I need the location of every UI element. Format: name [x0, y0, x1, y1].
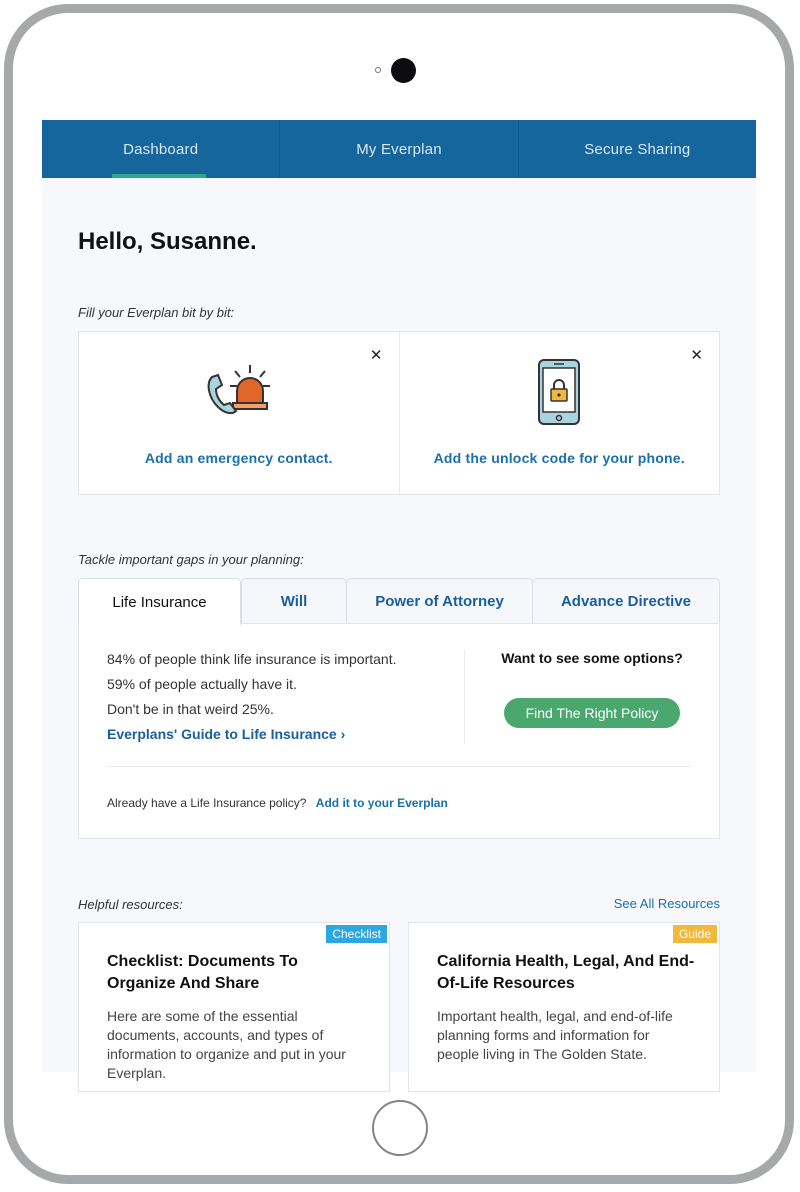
resource-title[interactable]: Checklist: Documents To Organize And Share: [107, 953, 298, 992]
tab-life-insurance[interactable]: Life Insurance: [78, 578, 241, 625]
see-all-resources-link[interactable]: See All Resources: [613, 896, 720, 911]
fill-section-label: Fill your Everplan bit by bit:: [78, 305, 235, 320]
proximity-sensor: [375, 67, 381, 73]
close-icon[interactable]: ✕: [369, 347, 383, 364]
guide-badge: Guide: [673, 925, 717, 943]
guide-link[interactable]: [107, 722, 397, 747]
nav-tab-my-everplan[interactable]: My Everplan: [280, 120, 518, 178]
greeting-heading: Hello, Susanne.: [78, 228, 257, 255]
front-camera: [391, 58, 416, 83]
add-emergency-contact-link[interactable]: Add an emergency contact.: [144, 450, 333, 466]
gaps-section-label: Tackle important gaps in your planning:: [78, 552, 304, 567]
home-button[interactable]: [372, 1100, 428, 1156]
resource-description: Important health, legal, and end-of-life planning forms and information for people living in The Golden State.: [437, 1008, 673, 1062]
insurance-stats: [107, 647, 397, 747]
nav-tab-dashboard[interactable]: Dashboard: [42, 120, 280, 178]
resources-label: Helpful resources:: [78, 897, 183, 912]
gap-tabs: [78, 578, 720, 624]
nav-tab-secure-sharing[interactable]: Secure Sharing: [584, 140, 691, 158]
stat-line: 59% of people actually have it.: [107, 676, 297, 692]
guide-link-text[interactable]: Everplans' Guide to Life Insurance: [107, 726, 337, 742]
phone-unlock-card[interactable]: [399, 332, 720, 494]
add-to-everplan-link[interactable]: Add it to your Everplan: [315, 796, 448, 810]
resource-title[interactable]: California Health, Legal, And End-Of-Life Resources: [437, 953, 695, 992]
fill-cards: [78, 331, 720, 495]
tab-will[interactable]: Will: [241, 578, 347, 624]
close-icon[interactable]: ✕: [690, 347, 703, 364]
chevron-right-icon: ›: [336, 726, 346, 742]
already-have-text: Already have a Life Insurance policy?: [107, 796, 307, 810]
resource-card-guide[interactable]: [408, 922, 720, 1092]
stat-line: 84% of people think life insurance is important.: [107, 651, 397, 667]
resource-description: Here are some of the essential documents, accounts, and types of information to organize and put in your Everplan.: [107, 1008, 346, 1081]
tab-power-of-attorney[interactable]: Power of Attorney: [346, 578, 533, 624]
stat-line: Don't be in that weird 25%.: [107, 701, 274, 717]
already-have-policy: [107, 796, 448, 810]
add-unlock-code-link[interactable]: Add the unlock code for your phone.: [433, 450, 685, 466]
app-screen: [42, 120, 756, 1081]
find-right-policy-button[interactable]: Find The Right Policy: [504, 698, 680, 728]
resource-card-checklist[interactable]: [78, 922, 390, 1092]
top-nav: [42, 120, 756, 178]
life-insurance-panel: [78, 623, 720, 839]
phone-lock-icon: [537, 358, 581, 426]
tab-advance-directive[interactable]: Advance Directive: [532, 578, 720, 624]
vertical-divider: [464, 650, 465, 744]
emergency-phone-icon: [204, 363, 274, 415]
horizontal-divider: [107, 766, 691, 767]
cta-prompt: Want to see some options?: [501, 650, 683, 666]
emergency-contact-card[interactable]: [79, 332, 399, 494]
checklist-badge: Checklist: [326, 925, 387, 943]
